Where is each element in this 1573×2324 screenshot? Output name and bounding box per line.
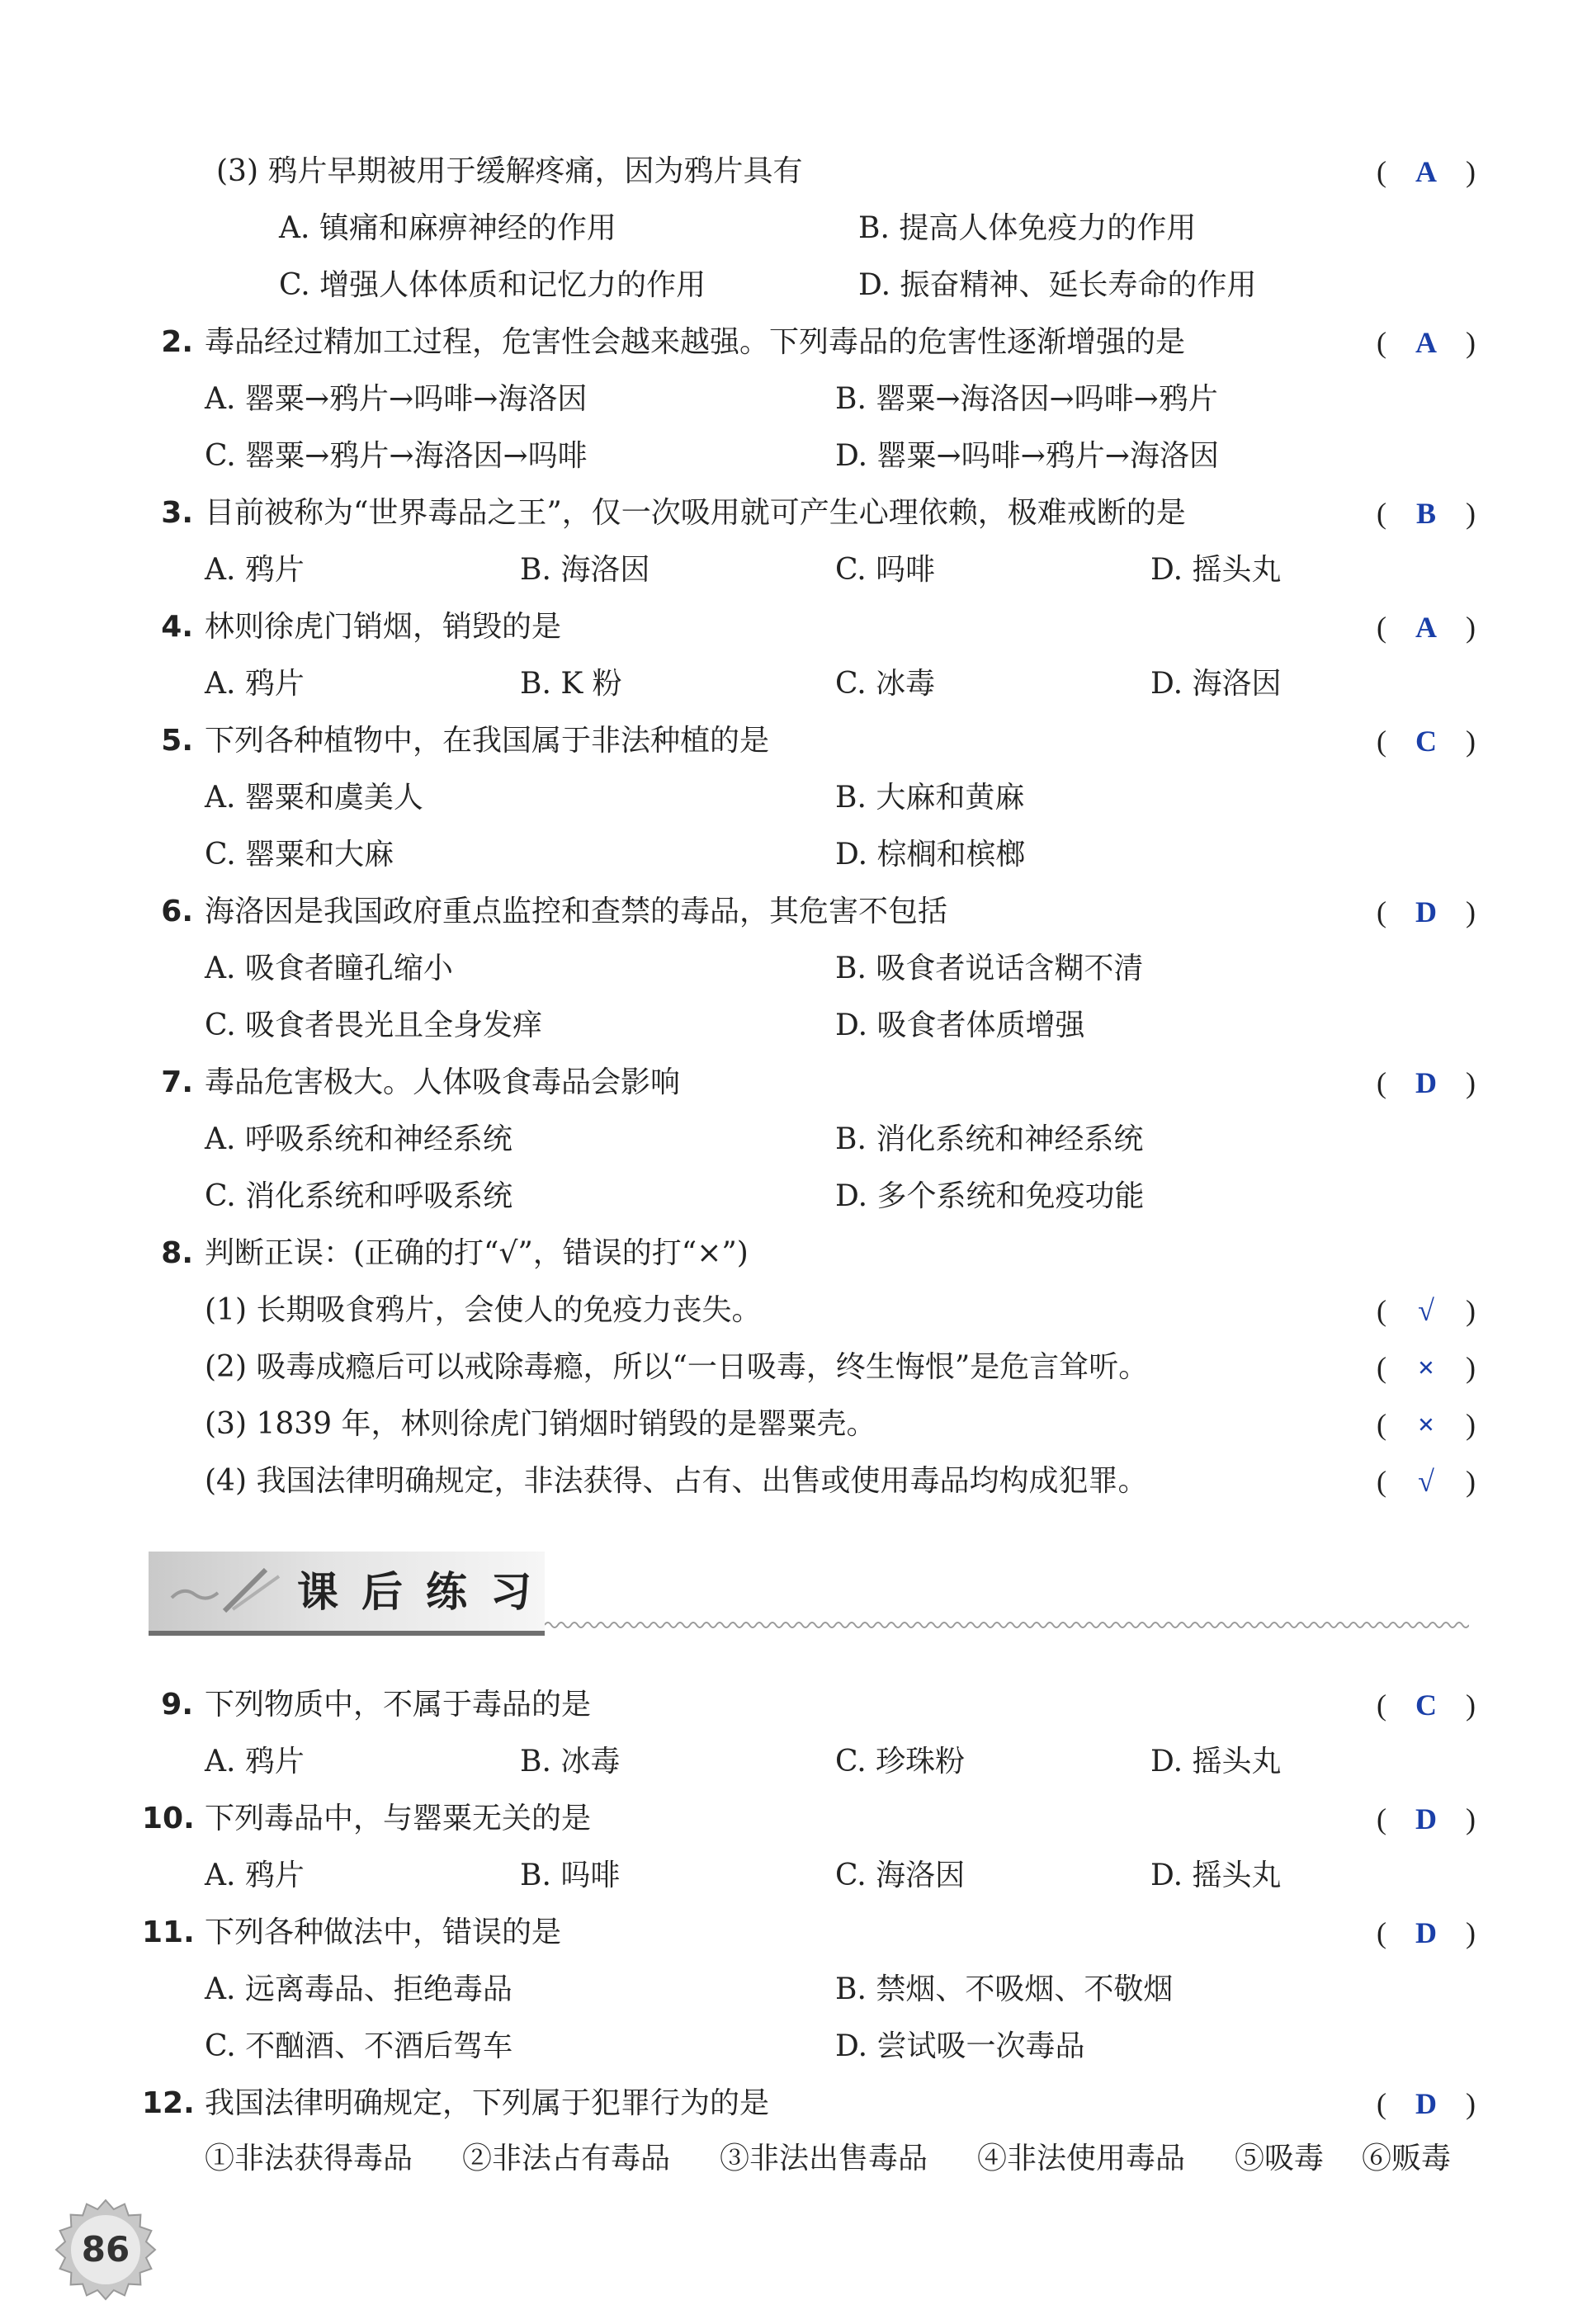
option-1: ①非法获得毒品: [205, 2142, 413, 2175]
question-stem: 毒品经过精加工过程，危害性会越来越强。下列毒品的危害性逐渐增强的是: [205, 325, 1186, 359]
option-d: D. 摇头丸: [1150, 1745, 1282, 1778]
option-c: C. 罂粟和大麻: [205, 838, 394, 872]
question-number: 4.: [161, 610, 193, 644]
page-number: 86: [81, 2229, 130, 2270]
option-c: C. 冰毒: [835, 667, 936, 701]
answer-value: ×: [1417, 1408, 1435, 1441]
question-number: 5.: [161, 724, 193, 758]
option-6: ⑥贩毒: [1362, 2142, 1452, 2175]
question-stem: (3) 鸦片早期被用于缓解疼痛，因为鸦片具有: [216, 154, 803, 188]
question-number: 12.: [142, 2086, 195, 2120]
options-row: [0, 773, 1573, 823]
section-title: 课后练习: [297, 1568, 555, 1616]
options-row: [0, 1851, 1573, 1901]
question-stem: 目前被称为“世界毒品之王”，仅一次吸用就可产生心理依赖，极难戒断的是: [205, 496, 1186, 530]
options-row: [0, 1965, 1573, 2015]
option-c: C. 吸食者畏光且全身发痒: [205, 1008, 543, 1042]
option-c: C. 海洛因: [835, 1859, 966, 1892]
answer-value: D: [1415, 1066, 1437, 1099]
option-a: A. 远离毒品、拒绝毒品: [205, 1972, 513, 2006]
option-d: D. 海洛因: [1150, 667, 1282, 701]
item-text: (2) 吸毒成瘾后可以戒除毒瘾，所以“一日吸毒，终生悔恨”是危言耸听。: [205, 1350, 1149, 1384]
option-a: A. 鸦片: [205, 1859, 305, 1892]
question-9: 9. 下列物质中，不属于毒品的是 ( C ): [0, 1680, 1573, 1730]
true-false-item: (1) 长期吸食鸦片，会使人的免疫力丧失。 ( √ ): [0, 1286, 1573, 1335]
question-stem: 下列各种做法中，错误的是: [205, 1915, 562, 1949]
answer-value: √: [1418, 1465, 1434, 1498]
option-c: C. 罂粟→鸦片→海洛因→吗啡: [205, 439, 588, 473]
question-8: [0, 1229, 1573, 1278]
options-row: [0, 1115, 1573, 1164]
question-5: 5. 下列各种植物中，在我国属于非法种植的是 ( C ): [0, 716, 1573, 766]
question-12: 12. 我国法律明确规定，下列属于犯罪行为的是 ( D ): [0, 2079, 1573, 2128]
answer-value: A: [1415, 155, 1437, 188]
option-d: D. 尝试吸一次毒品: [835, 2029, 1085, 2063]
option-4: ④非法使用毒品: [977, 2142, 1186, 2175]
question-stem: 下列物质中，不属于毒品的是: [205, 1688, 592, 1722]
answer-value: A: [1415, 611, 1437, 644]
question-10: 10. 下列毒品中，与罂粟无关的是 ( D ): [0, 1794, 1573, 1844]
question-4: 4. 林则徐虎门销烟，销毁的是 ( A ): [0, 602, 1573, 652]
options-row: [0, 2134, 1573, 2184]
option-b: B. 吸食者说话含糊不清: [835, 952, 1144, 985]
option-d: D. 罂粟→吗啡→鸦片→海洛因: [835, 439, 1219, 473]
question-number: 9.: [161, 1688, 193, 1722]
option-d: D. 吸食者体质增强: [835, 1008, 1085, 1042]
question-3: 3. 目前被称为“世界毒品之王”，仅一次吸用就可产生心理依赖，极难戒断的是 ( B ): [0, 489, 1573, 538]
question-stem: 林则徐虎门销烟，销毁的是: [205, 610, 562, 644]
answer-value: B: [1415, 497, 1436, 530]
option-a: A. 鸦片: [205, 553, 305, 587]
options-row: [0, 261, 1573, 310]
question-7: 7. 毒品危害极大。人体吸食毒品会影响 ( D ): [0, 1058, 1573, 1108]
question-stem: 下列毒品中，与罂粟无关的是: [205, 1802, 592, 1835]
answer-value: ×: [1417, 1351, 1435, 1384]
item-text: (3) 1839 年，林则徐虎门销烟时销毁的是罂粟壳。: [205, 1407, 876, 1441]
answer-value: D: [1415, 895, 1437, 928]
options-row: [0, 204, 1573, 253]
question-stem: 下列各种植物中，在我国属于非法种植的是: [205, 724, 770, 758]
question-number: 3.: [161, 496, 193, 530]
question-number: 7.: [161, 1065, 193, 1099]
options-row: [0, 375, 1573, 424]
question-2: 2. 毒品经过精加工过程，危害性会越来越强。下列毒品的危害性逐渐增强的是 ( A ): [0, 318, 1573, 367]
question-1-3: (3) 鸦片早期被用于缓解疼痛，因为鸦片具有 ( A ): [0, 147, 1573, 196]
wavy-divider: [545, 1619, 1469, 1631]
option-b: B. 禁烟、不吸烟、不敬烟: [835, 1972, 1174, 2006]
question-number: 11.: [142, 1915, 195, 1949]
question-6: 6. 海洛因是我国政府重点监控和查禁的毒品，其危害不包括 ( D ): [0, 887, 1573, 937]
option-b: B. 大麻和黄麻: [835, 781, 1025, 815]
option-b: B. 吗啡: [520, 1859, 621, 1892]
question-stem: 海洛因是我国政府重点监控和查禁的毒品，其危害不包括: [205, 895, 948, 928]
answer-value: A: [1415, 326, 1437, 359]
option-a: A. 鸦片: [205, 667, 305, 701]
answer-value: D: [1415, 1802, 1437, 1835]
option-b: B. 提高人体免疫力的作用: [858, 211, 1197, 245]
answer-value: D: [1415, 2087, 1437, 2120]
options-row: [0, 944, 1573, 994]
option-b: B. 消化系统和神经系统: [835, 1122, 1144, 1156]
option-a: A. 罂粟→鸦片→吗啡→海洛因: [205, 382, 588, 416]
option-b: B. 冰毒: [520, 1745, 621, 1778]
question-stem: 判断正误：(正确的打“√”，错误的打“×”): [205, 1236, 749, 1270]
true-false-item: (3) 1839 年，林则徐虎门销烟时销毁的是罂粟壳。 ( × ): [0, 1400, 1573, 1449]
option-b: B. 罂粟→海洛因→吗啡→鸦片: [835, 382, 1218, 416]
question-number: 6.: [161, 895, 193, 928]
options-row: [0, 2022, 1573, 2071]
option-a: A. 镇痛和麻痹神经的作用: [279, 211, 616, 245]
options-row: [0, 830, 1573, 880]
answer-value: D: [1415, 1916, 1437, 1949]
question-stem: 我国法律明确规定，下列属于犯罪行为的是: [205, 2086, 770, 2120]
options-row: [0, 432, 1573, 481]
option-c: C. 吗啡: [835, 553, 936, 587]
option-b: B. 海洛因: [520, 553, 650, 587]
item-text: (4) 我国法律明确规定，非法获得、占有、出售或使用毒品均构成犯罪。: [205, 1464, 1148, 1498]
option-a: A. 鸦片: [205, 1745, 305, 1778]
option-d: D. 棕榈和槟榔: [835, 838, 1026, 872]
question-number: 2.: [161, 325, 193, 359]
option-d: D. 摇头丸: [1150, 553, 1282, 587]
options-row: [0, 1737, 1573, 1787]
true-false-item: (4) 我国法律明确规定，非法获得、占有、出售或使用毒品均构成犯罪。 ( √ ): [0, 1457, 1573, 1506]
section-header: [149, 1552, 1469, 1642]
option-c: C. 珍珠粉: [835, 1745, 966, 1778]
question-number: 10.: [142, 1802, 195, 1835]
option-c: C. 不酗酒、不酒后驾车: [205, 2029, 513, 2063]
answer-value: √: [1418, 1294, 1434, 1327]
options-row: [0, 1001, 1573, 1051]
option-d: D. 振奋精神、延长寿命的作用: [858, 268, 1257, 302]
option-b: B. K 粉: [520, 667, 622, 701]
option-a: A. 呼吸系统和神经系统: [205, 1122, 513, 1156]
option-c: C. 增强人体体质和记忆力的作用: [279, 268, 706, 302]
page-number-badge: [54, 2199, 157, 2301]
true-false-item: (2) 吸毒成瘾后可以戒除毒瘾，所以“一日吸毒，终生悔恨”是危言耸听。 ( × ): [0, 1343, 1573, 1392]
question-11: 11. 下列各种做法中，错误的是 ( D ): [0, 1908, 1573, 1958]
options-row: [0, 546, 1573, 595]
question-stem: 毒品危害极大。人体吸食毒品会影响: [205, 1065, 681, 1099]
option-a: A. 罂粟和虞美人: [205, 781, 423, 815]
option-a: A. 吸食者瞳孔缩小: [205, 952, 453, 985]
options-row: [0, 659, 1573, 709]
option-2: ②非法占有毒品: [462, 2142, 671, 2175]
pencil-doodle-icon: [167, 1561, 291, 1619]
option-d: D. 摇头丸: [1150, 1859, 1282, 1892]
answer-value: C: [1415, 725, 1437, 758]
option-c: C. 消化系统和呼吸系统: [205, 1179, 513, 1213]
options-row: [0, 1172, 1573, 1221]
option-5: ⑤吸毒: [1235, 2142, 1325, 2175]
item-text: (1) 长期吸食鸦片，会使人的免疫力丧失。: [205, 1293, 762, 1327]
question-number: 8.: [161, 1236, 193, 1270]
answer-value: C: [1415, 1689, 1437, 1722]
option-d: D. 多个系统和免疫功能: [835, 1179, 1145, 1213]
option-3: ③非法出售毒品: [720, 2142, 928, 2175]
